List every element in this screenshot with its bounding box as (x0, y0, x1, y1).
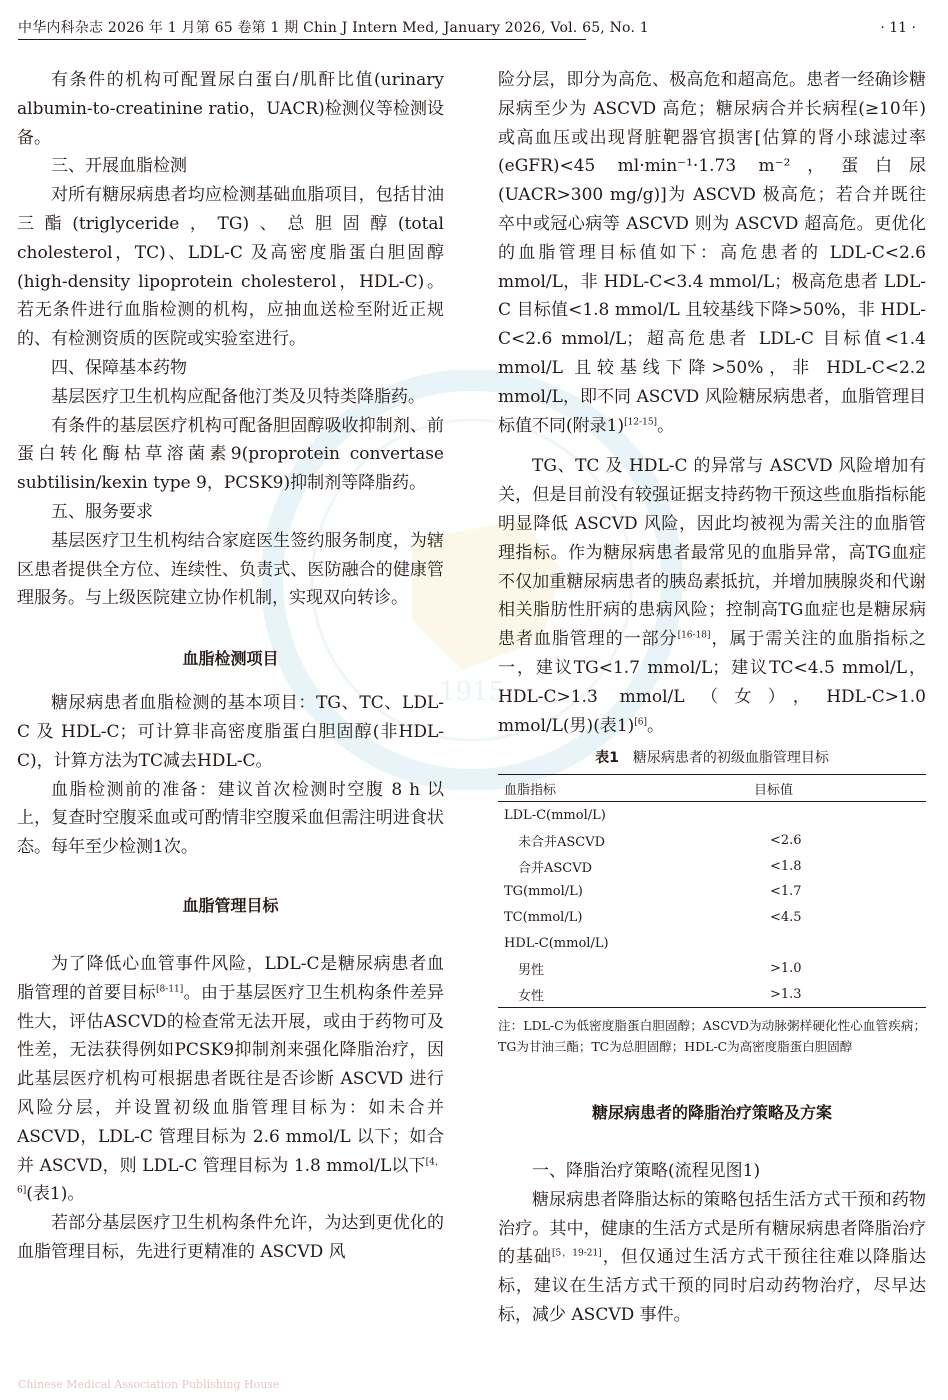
paragraph-text: 糖尿病患者降脂达标的策略包括生活方式干预和药物治疗。其中，健康的生活方式是所有糖尿病患者降脂治疗的基础 (498, 1189, 926, 1268)
column-header: 目标值 (692, 775, 926, 802)
paragraph-text: 。 (647, 715, 665, 736)
running-header (18, 18, 930, 40)
paragraph-text: 。 (657, 415, 675, 436)
table-row (498, 854, 926, 880)
column-header: 血脂指标 (498, 775, 692, 802)
section-title: 糖尿病患者的降脂治疗策略及方案 (591, 1103, 832, 1123)
paragraph (498, 452, 926, 740)
table-cell: <1.7 (770, 884, 802, 900)
table-cell: 合并ASCVD (518, 860, 593, 876)
citation: [5，19-21] (552, 1248, 602, 1259)
paragraph: 有条件的机构可配置尿白蛋白/肌酐比值(urinary albumin-to-creatinine ratio，UACR)检测仪等检测设备。 (17, 70, 444, 148)
header-rule (18, 39, 586, 40)
paragraph: 糖尿病患者血脂检测的基本项目：TG、TC、LDL-C 及 HDL-C；可计算非高密度脂蛋白胆固醇(非HDL-C)，计算方法为TC减去HDL-C。 (17, 693, 444, 771)
table-caption (498, 746, 926, 770)
table-header-row (498, 775, 926, 802)
left-column (17, 66, 444, 1400)
paragraph: 有条件的基层医疗机构可配备胆固醇吸收抑制剂、前蛋白转化酶枯草溶菌素9(proprotein convertase subtilisin/kexin type 9，PCSK9)抑制剂等降脂药。 (17, 415, 444, 494)
lipid-target-table (498, 774, 926, 1008)
table-cell (692, 802, 926, 828)
journal-running-title: 中华内科杂志 2026 年 1 月第 65 卷第 1 期 Chin J Intern Med, January 2026, Vol. 65, No. 1 (18, 20, 649, 36)
citation: [4，6] (17, 1156, 444, 1196)
right-column (498, 66, 926, 1400)
paragraph: 血脂检测前的准备：建议首次检测时空腹 8 h 以上，复查时空腹采血或可酌情非空腹采血但需注明进食状态。每年至少检测1次。 (17, 779, 444, 858)
table-cell: HDL-C(mmol/L) (504, 935, 609, 951)
table-cell: <1.8 (770, 858, 802, 874)
table-row (498, 828, 926, 854)
table-row (498, 879, 926, 905)
table-row (498, 930, 926, 956)
table-row (498, 981, 926, 1007)
paragraph: 基层医疗卫生机构应配备他汀类及贝特类降脂药。 (51, 386, 425, 407)
paragraph-text: TG、TC 及 HDL-C 的异常与 ASCVD 风险增加有关，但是目前没有较强证据支持药物干预这些血脂指标能明显降低 ASCVD 风险，因此均被视为需关注的血脂管理指标。作为糖尿病患者最常见的血脂异常，高TG血症不仅加重糖尿病患者的胰岛素抵抗，并增加胰腺炎和代谢相关脂肪性肝病的患病风险；控制高TG血症也是糖尿病患者血脂管理的一部分 (498, 456, 926, 650)
table-cell: >1.3 (692, 981, 926, 1007)
subsection-heading: 四、保障基本药物 (51, 357, 187, 378)
watermark-year: 1915 (438, 677, 506, 707)
table-cell (692, 930, 926, 956)
paragraph-text: ，属于需关注的血脂指标之一，建议TG<1.7 mmol/L；建议TC<4.5 mmol/L，HDL-C>1.3 mmol/L（女），HDL-C>1.0 mmol/L(男)(表1) (498, 629, 926, 736)
paragraph: 基层医疗卫生机构结合家庭医生签约服务制度，为辖区患者提供全方位、连续性、负责式、医防融合的健康管理服务。与上级医院建立协作机制，实现双向转诊。 (17, 530, 444, 609)
paragraph-text: 险分层，即分为高危、极高危和超高危。患者一经确诊糖尿病至少为 ASCVD 高危；糖尿病合并长病程(≥10年)或高血压或出现肾脏靶器官损害[估算的肾小球滤过率(eGFR)<45 ml·min⁻¹·1.73 m⁻²，蛋白尿(UACR>300 mg/g)]为 ASCVD 极高危；若合并既往卒中或冠心病等 ASCVD 则为 ASCVD 超高危。更优化的血脂管理目标值如下：高危患者的 LDL-C<2.6 mmol/L，非 HDL-C<3.4 mmol/L；极高危患者 LDL-C 目标值<1.8 mmol/L 且较基线下降>50%，非 HDL-C<2.6 mmol/L；超高危患者 LDL-C 目标值<1.4 mmol/L 且较基线下降>50%，非 HDL-C<2.2 mmol/L，即不同 ASCVD 风险糖尿病患者，血脂管理目标值不同(附录1) (498, 70, 926, 436)
table-cell: TC(mmol/L) (504, 910, 583, 925)
subsection-heading: 一、降脂治疗策略(流程见图1) (532, 1161, 761, 1182)
table-row (498, 802, 926, 828)
table-number: 表1 (595, 750, 619, 767)
table-cell: LDL-C(mmol/L) (504, 807, 606, 823)
page-number: · 11 · (880, 20, 916, 36)
table-title: 糖尿病患者的初级血脂管理目标 (632, 750, 829, 767)
section-title: 血脂管理目标 (182, 895, 279, 915)
citation: [8-11] (156, 984, 184, 995)
subsection-heading: 五、服务要求 (51, 501, 153, 522)
paragraph: 若部分基层医疗卫生机构条件允许，为达到更优化的血脂管理目标，先进行更精准的 ASCVD 风 (17, 1213, 444, 1262)
table-row (498, 956, 926, 982)
subsection-heading: 三、开展血脂检测 (51, 156, 187, 177)
paragraph-text: (表1)。 (26, 1184, 85, 1205)
table-footnote: 注：LDL-C为低密度脂蛋白胆固醇；ASCVD为动脉粥样硬化性心血管疾病；TG为甘油三酯；TC为总胆固醇；HDL-C为高密度脂蛋白胆固醇 (498, 1018, 926, 1055)
table-cell: 男性 (518, 963, 545, 979)
citation: [6] (634, 716, 648, 727)
paragraph (498, 1186, 926, 1330)
publisher-watermark: Chinese Medical Association Publishing House (18, 1378, 280, 1391)
table-cell: <4.5 (770, 910, 802, 925)
table-cell: 未合并ASCVD (518, 835, 606, 851)
table-cell: TG(mmol/L) (504, 884, 583, 900)
table-cell: >1.0 (770, 961, 802, 977)
paragraph-text: 为了降低心血管事件风险，LDL-C是糖尿病患者血脂管理的首要目标 (17, 953, 444, 1003)
table-cell: 女性 (498, 981, 692, 1007)
section-title: 血脂检测项目 (182, 649, 279, 669)
paragraph: 对所有糖尿病患者均应检测基础血脂项目，包括甘油三酯(triglyceride，TG)、总胆固醇(total cholesterol，TC)、LDL-C 及高密度脂蛋白胆固醇(high-density lipoprotein cholesterol，HDL-C)。若无条件进行血脂检测的机构，应抽血送检至附近正规的、有检测资质的医院或实验室进行。 (17, 185, 444, 350)
paragraph-text: ，但仅通过生活方式干预往往难以降脂达标，建议在生活方式干预的同时启动药物治疗，尽早达标，减少 ASCVD 事件。 (498, 1247, 926, 1326)
paragraph (498, 66, 926, 440)
paragraph (17, 950, 444, 1209)
citation: [16-18] (677, 630, 711, 641)
table-cell: <2.6 (770, 833, 802, 849)
citation: [12-15] (624, 416, 658, 427)
table-row (498, 905, 926, 931)
paragraph-text: 。由于基层医疗卫生机构条件差异性大，评估ASCVD的检查常无法开展，或由于药物可及性差，无法获得例如PCSK9抑制剂来强化降脂治疗，因此基层医疗机构可根据患者既往是否诊断 ASCVD 进行风险分层，并设置初级血脂管理目标为：如未合并 ASCVD，LDL-C 管理目标为 2.6 mmol/L 以下；如合并 ASCVD，则 LDL-C 管理目标为 1.8 mmol/L以下 (17, 982, 444, 1176)
